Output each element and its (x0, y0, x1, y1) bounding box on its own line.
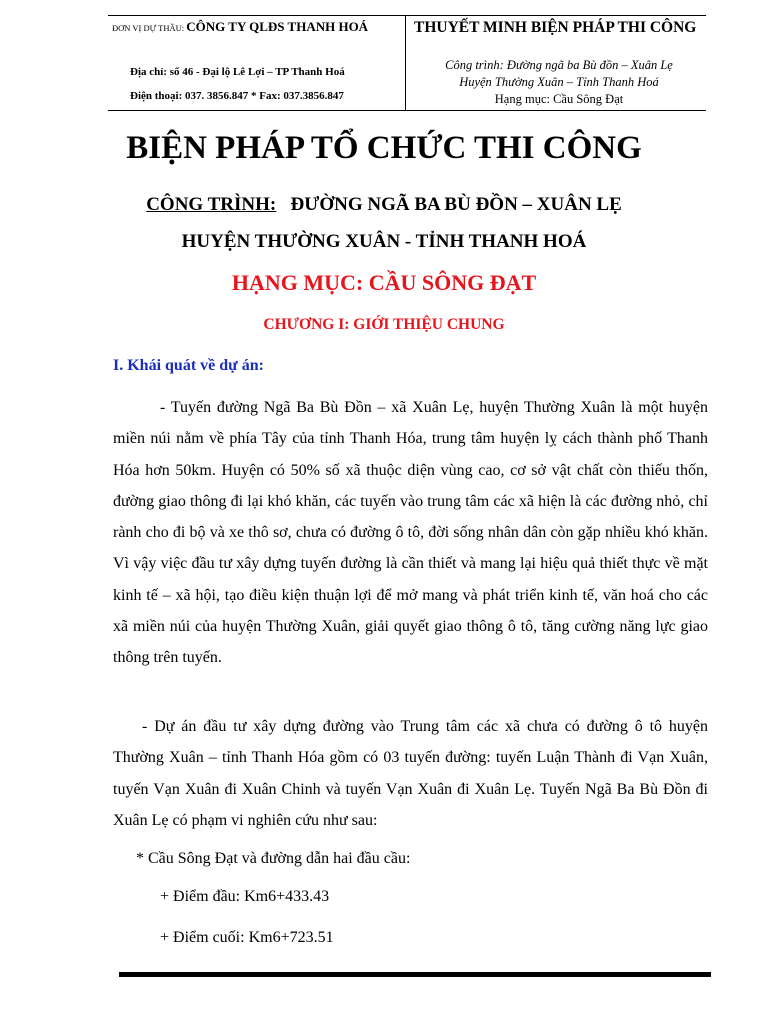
list-item-start-point: + Điểm đầu: Km6+433.43 (160, 888, 330, 905)
project-label: CÔNG TRÌNH: (146, 194, 277, 215)
header-top-rule (108, 15, 706, 16)
list-item-bridge: * Cầu Sông Đạt và đường dẫn hai đầu cầu: (136, 850, 411, 867)
project-name: ĐƯỜNG NGÃ BA BÙ ĐỒN – XUÂN LẸ (290, 194, 622, 215)
header-project-line-1: Công trình: Đường ngã ba Bù đồn – Xuân Lẹ (445, 58, 673, 72)
header-project-line-2: Huyện Thường Xuân – Tỉnh Thanh Hoá (459, 75, 659, 89)
district-title: HUYỆN THƯỜNG XUÂN - TỈNH THANH HOÁ (181, 231, 587, 252)
contractor-label: ĐƠN VỊ DỰ THẦU: (112, 23, 187, 33)
main-title: BIỆN PHÁP TỔ CHỨC THI CÔNG (126, 130, 642, 166)
paragraph-1: - Tuyến đường Ngã Ba Bù Đồn – xã Xuân Lẹ, huyện Thường Xuân là một huyện miền núi nằm về phía Tây của tỉnh Thanh Hóa, trung tâm huyện lỵ cách thành phố Thanh Hóa hơn 50km. Huyện có 50% số xã thuộc diện vùng cao, cơ sở vật chất còn thiếu thốn, đường giao thông đi lại khó khăn, các tuyến vào trung tâm các xã hiện là các đường nhỏ, chỉ rành cho đi bộ và xe thô sơ, chưa có đường ô tô, đời sống nhân dân còn gặp nhiều khó khăn. Vì vậy việc đầu tư xây dựng tuyến đường là cần thiết và mang lại hiệu quả thiết thực về mặt kinh tế – xã hội, tạo điều kiện thuận lợi để mở mang và phát triển kinh tế, văn hoá cho các xã miền núi của huyện Thường Xuân, giải quyết giao thông ô tô, tăng cường năng lực giao thông trên tuyến. (113, 399, 708, 667)
chapter-title: CHƯƠNG I: GIỚI THIỆU CHUNG (263, 316, 505, 333)
header-divider (405, 15, 406, 110)
category-title: HẠNG MỤC: CẦU SÔNG ĐẠT (231, 270, 537, 295)
contractor-row (112, 18, 368, 36)
project-title (0, 194, 768, 216)
header-bottom-rule (108, 110, 706, 111)
list-item-end-point: + Điểm cuối: Km6+723.51 (160, 929, 334, 946)
header-project-info (414, 57, 704, 91)
footer-rule (119, 972, 711, 977)
contractor-phone: Điện thoại: 037. 3856.847 * Fax: 037.3856.847 (130, 90, 344, 102)
section-heading: I. Khái quát về dự án: (113, 357, 264, 374)
document-title: THUYẾT MINH BIỆN PHÁP THI CÔNG (414, 19, 697, 36)
contractor-address: Địa chỉ: số 46 - Đại lộ Lê Lợi – TP Thanh Hoá (130, 66, 345, 78)
contractor-name: CÔNG TY QLĐS THANH HOÁ (186, 19, 369, 34)
header-category: Hạng mục: Cầu Sông Đạt (494, 92, 624, 106)
paragraph-2: - Dự án đầu tư xây dựng đường vào Trung tâm các xã chưa có đường ô tô huyện Thường Xuân – tỉnh Thanh Hóa gồm có 03 tuyến đường: tuyến Luận Thành đi Vạn Xuân, tuyến Vạn Xuân đi Xuân Chinh và tuyến Vạn Xuân đi Xuân Lẹ. Tuyến Ngã Ba Bù Đồn đi Xuân Lẹ có phạm vi nghiên cứu như sau: (113, 718, 708, 829)
